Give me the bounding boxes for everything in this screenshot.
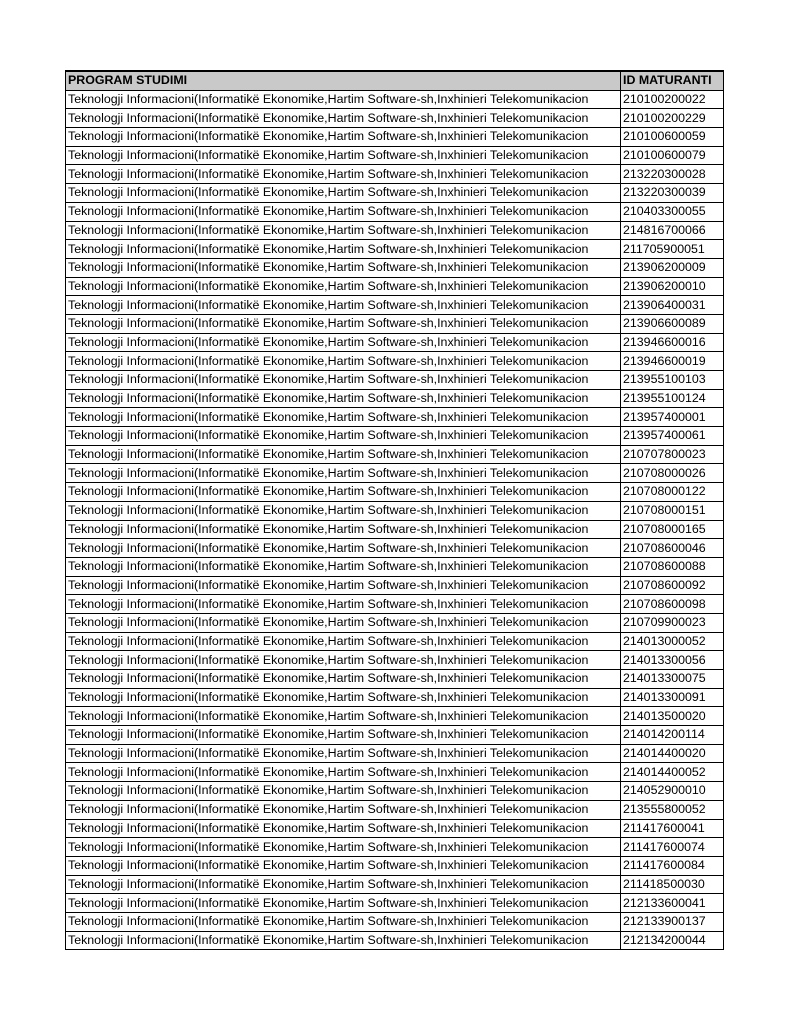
id-maturanti-cell: 213555800052 xyxy=(621,800,724,819)
program-cell: Teknologji Informacioni(Informatikë Ekonomike,Hartim Software-sh,Inxhinieri Telekomunikacion xyxy=(66,296,621,315)
table-row xyxy=(66,576,724,595)
table-row xyxy=(66,501,724,520)
id-maturanti-cell: 214014400052 xyxy=(621,763,724,782)
id-maturanti-cell: 211417600041 xyxy=(621,819,724,838)
id-maturanti-cell: 212134200044 xyxy=(621,931,724,950)
program-cell: Teknologji Informacioni(Informatikë Ekonomike,Hartim Software-sh,Inxhinieri Telekomunikacion xyxy=(66,782,621,801)
program-cell: Teknologji Informacioni(Informatikë Ekonomike,Hartim Software-sh,Inxhinieri Telekomunikacion xyxy=(66,165,621,184)
id-maturanti-cell: 211705900051 xyxy=(621,240,724,259)
table-row xyxy=(66,240,724,259)
program-cell: Teknologji Informacioni(Informatikë Ekonomike,Hartim Software-sh,Inxhinieri Telekomunikacion xyxy=(66,389,621,408)
program-cell: Teknologji Informacioni(Informatikë Ekonomike,Hartim Software-sh,Inxhinieri Telekomunikacion xyxy=(66,763,621,782)
id-maturanti-cell: 210708600046 xyxy=(621,539,724,558)
id-maturanti-cell: 212133900137 xyxy=(621,912,724,931)
table-row xyxy=(66,670,724,689)
id-maturanti-cell: 214013500020 xyxy=(621,707,724,726)
id-maturanti-cell: 214013300056 xyxy=(621,651,724,670)
table-row xyxy=(66,632,724,651)
id-maturanti-cell: 210708000122 xyxy=(621,483,724,502)
student-table xyxy=(65,70,724,950)
id-maturanti-cell: 210708000026 xyxy=(621,464,724,483)
table-row xyxy=(66,707,724,726)
program-cell: Teknologji Informacioni(Informatikë Ekonomike,Hartim Software-sh,Inxhinieri Telekomunikacion xyxy=(66,632,621,651)
table-row xyxy=(66,782,724,801)
id-maturanti-cell: 210709900023 xyxy=(621,613,724,632)
table-row xyxy=(66,838,724,857)
id-maturanti-cell: 210708000151 xyxy=(621,501,724,520)
table-row xyxy=(66,109,724,128)
program-cell: Teknologji Informacioni(Informatikë Ekonomike,Hartim Software-sh,Inxhinieri Telekomunikacion xyxy=(66,483,621,502)
id-maturanti-cell: 211417600084 xyxy=(621,856,724,875)
table-row xyxy=(66,875,724,894)
table-row xyxy=(66,258,724,277)
program-cell: Teknologji Informacioni(Informatikë Ekonomike,Hartim Software-sh,Inxhinieri Telekomunikacion xyxy=(66,838,621,857)
program-cell: Teknologji Informacioni(Informatikë Ekonomike,Hartim Software-sh,Inxhinieri Telekomunikacion xyxy=(66,800,621,819)
table-row xyxy=(66,819,724,838)
program-cell: Teknologji Informacioni(Informatikë Ekonomike,Hartim Software-sh,Inxhinieri Telekomunikacion xyxy=(66,258,621,277)
program-cell: Teknologji Informacioni(Informatikë Ekonomike,Hartim Software-sh,Inxhinieri Telekomunikacion xyxy=(66,539,621,558)
program-cell: Teknologji Informacioni(Informatikë Ekonomike,Hartim Software-sh,Inxhinieri Telekomunikacion xyxy=(66,221,621,240)
id-maturanti-cell: 210100200022 xyxy=(621,90,724,109)
id-maturanti-cell: 211417600074 xyxy=(621,838,724,857)
id-maturanti-cell: 213220300028 xyxy=(621,165,724,184)
table-row xyxy=(66,894,724,913)
table-row xyxy=(66,483,724,502)
table-row xyxy=(66,800,724,819)
program-cell: Teknologji Informacioni(Informatikë Ekonomike,Hartim Software-sh,Inxhinieri Telekomunikacion xyxy=(66,707,621,726)
table-row xyxy=(66,595,724,614)
program-cell: Teknologji Informacioni(Informatikë Ekonomike,Hartim Software-sh,Inxhinieri Telekomunikacion xyxy=(66,856,621,875)
id-maturanti-cell: 214013300075 xyxy=(621,670,724,689)
id-maturanti-cell: 210100600059 xyxy=(621,128,724,147)
table-row xyxy=(66,146,724,165)
id-maturanti-cell: 213906200010 xyxy=(621,277,724,296)
table-row xyxy=(66,371,724,390)
program-cell: Teknologji Informacioni(Informatikë Ekonomike,Hartim Software-sh,Inxhinieri Telekomunikacion xyxy=(66,90,621,109)
program-cell: Teknologji Informacioni(Informatikë Ekonomike,Hartim Software-sh,Inxhinieri Telekomunikacion xyxy=(66,931,621,950)
id-maturanti-cell: 213955100124 xyxy=(621,389,724,408)
table-row xyxy=(66,184,724,203)
program-cell: Teknologji Informacioni(Informatikë Ekonomike,Hartim Software-sh,Inxhinieri Telekomunikacion xyxy=(66,613,621,632)
table-body xyxy=(66,90,724,950)
id-maturanti-cell: 213220300039 xyxy=(621,184,724,203)
table-row xyxy=(66,333,724,352)
id-maturanti-cell: 210707800023 xyxy=(621,445,724,464)
table-row xyxy=(66,520,724,539)
program-cell: Teknologji Informacioni(Informatikë Ekonomike,Hartim Software-sh,Inxhinieri Telekomunikacion xyxy=(66,352,621,371)
table-header-row xyxy=(66,71,724,90)
table-row xyxy=(66,613,724,632)
program-cell: Teknologji Informacioni(Informatikë Ekonomike,Hartim Software-sh,Inxhinieri Telekomunikacion xyxy=(66,427,621,446)
program-cell: Teknologji Informacioni(Informatikë Ekonomike,Hartim Software-sh,Inxhinieri Telekomunikacion xyxy=(66,912,621,931)
program-cell: Teknologji Informacioni(Informatikë Ekonomike,Hartim Software-sh,Inxhinieri Telekomunikacion xyxy=(66,109,621,128)
id-maturanti-cell: 214014200114 xyxy=(621,726,724,745)
program-cell: Teknologji Informacioni(Informatikë Ekonomike,Hartim Software-sh,Inxhinieri Telekomunikacion xyxy=(66,670,621,689)
table-row xyxy=(66,464,724,483)
id-maturanti-cell: 214013300091 xyxy=(621,688,724,707)
program-cell: Teknologji Informacioni(Informatikë Ekonomike,Hartim Software-sh,Inxhinieri Telekomunikacion xyxy=(66,202,621,221)
program-cell: Teknologji Informacioni(Informatikë Ekonomike,Hartim Software-sh,Inxhinieri Telekomunikacion xyxy=(66,240,621,259)
table-row xyxy=(66,389,724,408)
table-row xyxy=(66,427,724,446)
table-row xyxy=(66,726,724,745)
header-program-studimi: PROGRAM STUDIMI xyxy=(66,71,621,90)
id-maturanti-cell: 210708000165 xyxy=(621,520,724,539)
id-maturanti-cell: 210100200229 xyxy=(621,109,724,128)
id-maturanti-cell: 213906600089 xyxy=(621,314,724,333)
table-row xyxy=(66,744,724,763)
program-cell: Teknologji Informacioni(Informatikë Ekonomike,Hartim Software-sh,Inxhinieri Telekomunikacion xyxy=(66,128,621,147)
id-maturanti-cell: 210708600092 xyxy=(621,576,724,595)
id-maturanti-cell: 210708600098 xyxy=(621,595,724,614)
id-maturanti-cell: 214052900010 xyxy=(621,782,724,801)
program-cell: Teknologji Informacioni(Informatikë Ekonomike,Hartim Software-sh,Inxhinieri Telekomunikacion xyxy=(66,464,621,483)
program-cell: Teknologji Informacioni(Informatikë Ekonomike,Hartim Software-sh,Inxhinieri Telekomunikacion xyxy=(66,688,621,707)
table-row xyxy=(66,931,724,950)
table-row xyxy=(66,90,724,109)
program-cell: Teknologji Informacioni(Informatikë Ekonomike,Hartim Software-sh,Inxhinieri Telekomunikacion xyxy=(66,445,621,464)
table-row xyxy=(66,651,724,670)
program-cell: Teknologji Informacioni(Informatikë Ekonomike,Hartim Software-sh,Inxhinieri Telekomunikacion xyxy=(66,875,621,894)
id-maturanti-cell: 213957400061 xyxy=(621,427,724,446)
table-row xyxy=(66,763,724,782)
id-maturanti-cell: 210708600088 xyxy=(621,557,724,576)
program-cell: Teknologji Informacioni(Informatikë Ekonomike,Hartim Software-sh,Inxhinieri Telekomunikacion xyxy=(66,576,621,595)
program-cell: Teknologji Informacioni(Informatikë Ekonomike,Hartim Software-sh,Inxhinieri Telekomunikacion xyxy=(66,595,621,614)
header-id-maturanti: ID MATURANTI xyxy=(621,71,724,90)
table-row xyxy=(66,408,724,427)
table-row xyxy=(66,296,724,315)
id-maturanti-cell: 214013000052 xyxy=(621,632,724,651)
id-maturanti-cell: 213946600016 xyxy=(621,333,724,352)
program-cell: Teknologji Informacioni(Informatikë Ekonomike,Hartim Software-sh,Inxhinieri Telekomunikacion xyxy=(66,651,621,670)
id-maturanti-cell: 213946600019 xyxy=(621,352,724,371)
table-row xyxy=(66,314,724,333)
program-cell: Teknologji Informacioni(Informatikë Ekonomike,Hartim Software-sh,Inxhinieri Telekomunikacion xyxy=(66,726,621,745)
program-cell: Teknologji Informacioni(Informatikë Ekonomike,Hartim Software-sh,Inxhinieri Telekomunikacion xyxy=(66,557,621,576)
table-row xyxy=(66,557,724,576)
program-cell: Teknologji Informacioni(Informatikë Ekonomike,Hartim Software-sh,Inxhinieri Telekomunikacion xyxy=(66,146,621,165)
table-row xyxy=(66,128,724,147)
program-cell: Teknologji Informacioni(Informatikë Ekonomike,Hartim Software-sh,Inxhinieri Telekomunikacion xyxy=(66,501,621,520)
program-cell: Teknologji Informacioni(Informatikë Ekonomike,Hartim Software-sh,Inxhinieri Telekomunikacion xyxy=(66,819,621,838)
table-row xyxy=(66,352,724,371)
program-cell: Teknologji Informacioni(Informatikë Ekonomike,Hartim Software-sh,Inxhinieri Telekomunikacion xyxy=(66,408,621,427)
table-row xyxy=(66,277,724,296)
program-cell: Teknologji Informacioni(Informatikë Ekonomike,Hartim Software-sh,Inxhinieri Telekomunikacion xyxy=(66,184,621,203)
program-cell: Teknologji Informacioni(Informatikë Ekonomike,Hartim Software-sh,Inxhinieri Telekomunikacion xyxy=(66,520,621,539)
id-maturanti-cell: 213957400001 xyxy=(621,408,724,427)
table-row xyxy=(66,856,724,875)
id-maturanti-cell: 213955100103 xyxy=(621,371,724,390)
id-maturanti-cell: 212133600041 xyxy=(621,894,724,913)
program-cell: Teknologji Informacioni(Informatikë Ekonomike,Hartim Software-sh,Inxhinieri Telekomunikacion xyxy=(66,744,621,763)
program-cell: Teknologji Informacioni(Informatikë Ekonomike,Hartim Software-sh,Inxhinieri Telekomunikacion xyxy=(66,314,621,333)
table-row xyxy=(66,445,724,464)
id-maturanti-cell: 211418500030 xyxy=(621,875,724,894)
table-row xyxy=(66,688,724,707)
program-cell: Teknologji Informacioni(Informatikë Ekonomike,Hartim Software-sh,Inxhinieri Telekomunikacion xyxy=(66,333,621,352)
id-maturanti-cell: 210100600079 xyxy=(621,146,724,165)
id-maturanti-cell: 213906200009 xyxy=(621,258,724,277)
program-cell: Teknologji Informacioni(Informatikë Ekonomike,Hartim Software-sh,Inxhinieri Telekomunikacion xyxy=(66,277,621,296)
table-row xyxy=(66,539,724,558)
id-maturanti-cell: 214816700066 xyxy=(621,221,724,240)
program-cell: Teknologji Informacioni(Informatikë Ekonomike,Hartim Software-sh,Inxhinieri Telekomunikacion xyxy=(66,894,621,913)
table-row xyxy=(66,165,724,184)
id-maturanti-cell: 210403300055 xyxy=(621,202,724,221)
id-maturanti-cell: 214014400020 xyxy=(621,744,724,763)
table-row xyxy=(66,202,724,221)
table-row xyxy=(66,221,724,240)
table-row xyxy=(66,912,724,931)
program-cell: Teknologji Informacioni(Informatikë Ekonomike,Hartim Software-sh,Inxhinieri Telekomunikacion xyxy=(66,371,621,390)
id-maturanti-cell: 213906400031 xyxy=(621,296,724,315)
